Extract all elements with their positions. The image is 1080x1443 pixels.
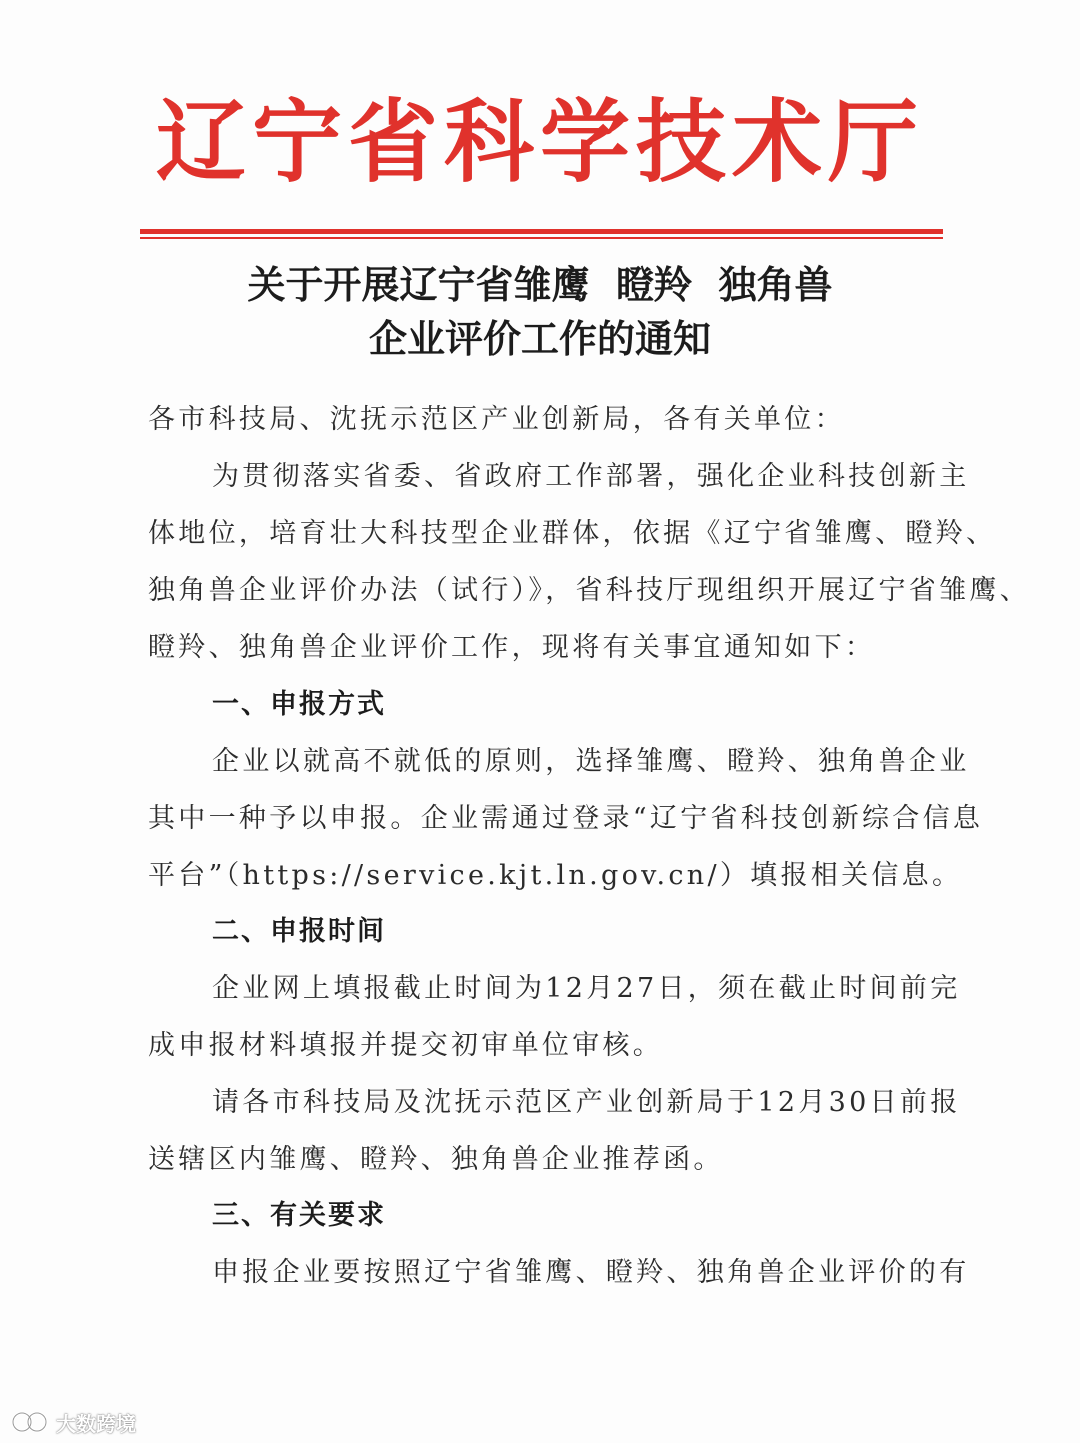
body-line: 独角兽企业评价办法（试行）》，省科技厅现组织开展辽宁省雏鹰、 <box>148 575 1030 606</box>
masthead-divider-thin <box>140 237 943 239</box>
section-heading-2: 二、申报时间 <box>212 916 386 947</box>
body-line: 企业以就高不就低的原则，选择雏鹰、瞪羚、独角兽企业 <box>212 746 970 777</box>
brand-logo-icon <box>10 1409 50 1435</box>
salutation: 各市科技局、沈抚示范区产业创新局，各有关单位： <box>148 404 845 435</box>
agency-masthead: 辽宁省科学技术厅 <box>156 90 924 195</box>
section-heading-1: 一、申报方式 <box>212 689 386 720</box>
body-line: 其中一种予以申报。企业需通过登录“辽宁省科技创新综合信息 <box>148 803 984 834</box>
body-line: 瞪羚、独角兽企业评价工作，现将有关事宜通知如下： <box>148 632 876 663</box>
body-line: 请各市科技局及沈抚示范区产业创新局于12月30日前报 <box>212 1087 961 1118</box>
document-title-line-1: 关于开展辽宁省雏鹰 瞪羚 独角兽 <box>247 263 833 307</box>
body-line: 成申报材料填报并提交初审单位审核。 <box>148 1030 664 1061</box>
body-line: 平台”（https://service.kjt.ln.gov.cn/）填报相关信息。 <box>148 860 963 891</box>
masthead-divider-thick <box>140 229 943 234</box>
body-line: 送辖区内雏鹰、瞪羚、独角兽企业推荐函。 <box>148 1144 724 1175</box>
section-heading-3: 三、有关要求 <box>212 1200 386 1231</box>
body-line: 体地位，培育壮大科技型企业群体，依据《辽宁省雏鹰、瞪羚、 <box>148 518 997 549</box>
watermark <box>10 1405 136 1439</box>
body-line: 为贯彻落实省委、省政府工作部署，强化企业科技创新主 <box>212 461 970 492</box>
document-title-line-2: 企业评价工作的通知 <box>368 317 711 361</box>
watermark-text: 大数跨境 <box>56 1411 136 1436</box>
body-line: 申报企业要按照辽宁省雏鹰、瞪羚、独角兽企业评价的有 <box>212 1257 970 1288</box>
body-line: 企业网上填报截止时间为12月27日，须在截止时间前完 <box>212 973 961 1004</box>
